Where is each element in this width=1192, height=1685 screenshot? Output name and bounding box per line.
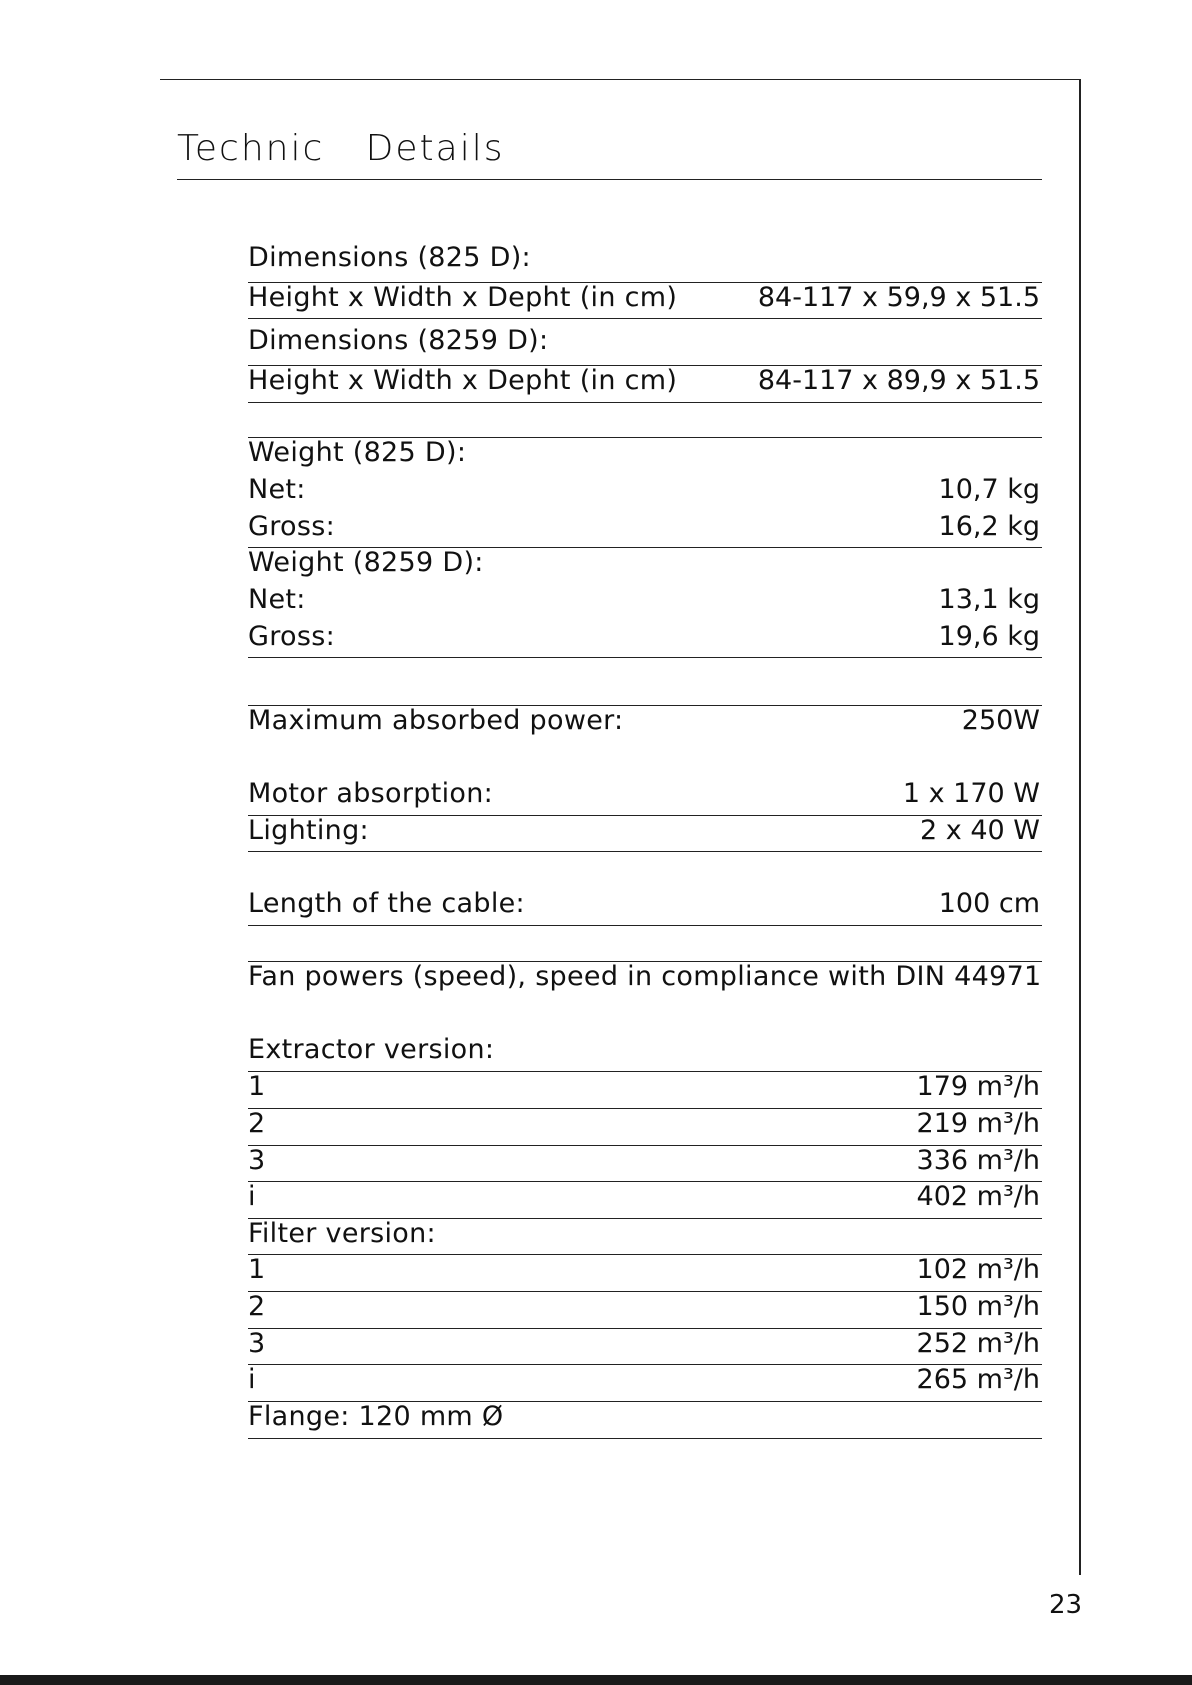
- fan-powers-heading: [248, 959, 1042, 995]
- speed-label: i: [248, 1181, 256, 1212]
- divider: [248, 657, 1042, 658]
- extractor-speed-row: [248, 1179, 1042, 1215]
- row-value: 1 x 170 W: [902, 778, 1040, 809]
- scan-bottom-edge: [0, 1675, 1192, 1685]
- row-label: Net:: [248, 474, 306, 505]
- extractor-version-heading: [248, 1032, 1042, 1068]
- filter-speed-row: [248, 1362, 1042, 1398]
- row-value: 13,1 kg: [938, 584, 1040, 615]
- airflow-value: 102 m³/h: [916, 1254, 1040, 1285]
- dimensions-825-row: [248, 280, 1042, 316]
- row-label: Height x Width x Depht (in cm): [248, 365, 678, 396]
- filter-speed-row: [248, 1326, 1042, 1362]
- row-label: Dimensions (825 D):: [248, 242, 531, 273]
- row-value: 19,6 kg: [938, 621, 1040, 652]
- row-label: Weight (825 D):: [248, 437, 467, 468]
- speed-label: 3: [248, 1328, 266, 1359]
- weight-8259-net-row: [248, 582, 1042, 618]
- speed-label: 3: [248, 1145, 266, 1176]
- row-label: Length of the cable:: [248, 888, 525, 919]
- row-label: Height x Width x Depht (in cm): [248, 282, 678, 313]
- row-value: 16,2 kg: [938, 511, 1040, 542]
- airflow-value: 179 m³/h: [916, 1071, 1040, 1102]
- row-label: Maximum absorbed power:: [248, 705, 624, 736]
- row-value: 250W: [961, 705, 1040, 736]
- row-value: 10,7 kg: [938, 474, 1040, 505]
- row-label: Filter version:: [248, 1218, 436, 1249]
- divider: [248, 318, 1042, 319]
- max-power-row: [248, 703, 1042, 739]
- row-value: 84-117 x 89,9 x 51.5: [757, 365, 1040, 396]
- row-value: 84-117 x 59,9 x 51.5: [757, 282, 1040, 313]
- weight-8259-heading: [248, 545, 1042, 581]
- speed-label: 1: [248, 1071, 266, 1102]
- dimensions-8259-heading: [248, 323, 1042, 359]
- title-underline: [177, 179, 1042, 180]
- extractor-speed-row: [248, 1106, 1042, 1142]
- divider: [248, 1438, 1042, 1439]
- row-label: Weight (8259 D):: [248, 547, 484, 578]
- airflow-value: 336 m³/h: [916, 1145, 1040, 1176]
- airflow-value: 150 m³/h: [916, 1291, 1040, 1322]
- filter-version-heading: [248, 1216, 1042, 1252]
- speed-label: i: [248, 1364, 256, 1395]
- airflow-value: 402 m³/h: [916, 1181, 1040, 1212]
- row-label: Gross:: [248, 511, 335, 542]
- row-label: Gross:: [248, 621, 335, 652]
- extractor-speed-row: [248, 1143, 1042, 1179]
- divider: [248, 402, 1042, 403]
- row-label: Motor absorption:: [248, 778, 494, 809]
- weight-825-gross-row: [248, 509, 1042, 545]
- speed-label: 1: [248, 1254, 266, 1285]
- divider: [248, 925, 1042, 926]
- row-value: 2 x 40 W: [920, 815, 1040, 846]
- airflow-value: 252 m³/h: [916, 1328, 1040, 1359]
- airflow-value: 219 m³/h: [916, 1108, 1040, 1139]
- weight-825-heading: [248, 435, 1042, 471]
- divider: [248, 851, 1042, 852]
- page-title: Technic Details: [177, 128, 505, 169]
- speed-label: 2: [248, 1291, 266, 1322]
- top-border-rule: [160, 79, 1081, 80]
- cable-length-row: [248, 886, 1042, 922]
- dimensions-825-heading: [248, 240, 1042, 276]
- row-value: 100 cm: [938, 888, 1040, 919]
- extractor-speed-row: [248, 1069, 1042, 1105]
- weight-8259-gross-row: [248, 619, 1042, 655]
- row-label: Dimensions (8259 D):: [248, 325, 549, 356]
- filter-speed-row: [248, 1289, 1042, 1325]
- page-number: 23: [1049, 1590, 1083, 1620]
- filter-speed-row: [248, 1252, 1042, 1288]
- lighting-row: [248, 813, 1042, 849]
- right-border-rule: [1079, 79, 1081, 1575]
- motor-absorption-row: [248, 776, 1042, 812]
- flange-row: [248, 1399, 1042, 1435]
- airflow-value: 265 m³/h: [916, 1364, 1040, 1395]
- dimensions-8259-row: [248, 363, 1042, 399]
- weight-825-net-row: [248, 472, 1042, 508]
- row-label: Flange: 120 mm Ø: [248, 1401, 504, 1432]
- row-label: Net:: [248, 584, 306, 615]
- row-label: Fan powers (speed), speed in compliance with DIN 44971: [248, 961, 1042, 992]
- row-label: Lighting:: [248, 815, 369, 846]
- row-label: Extractor version:: [248, 1034, 495, 1065]
- speed-label: 2: [248, 1108, 266, 1139]
